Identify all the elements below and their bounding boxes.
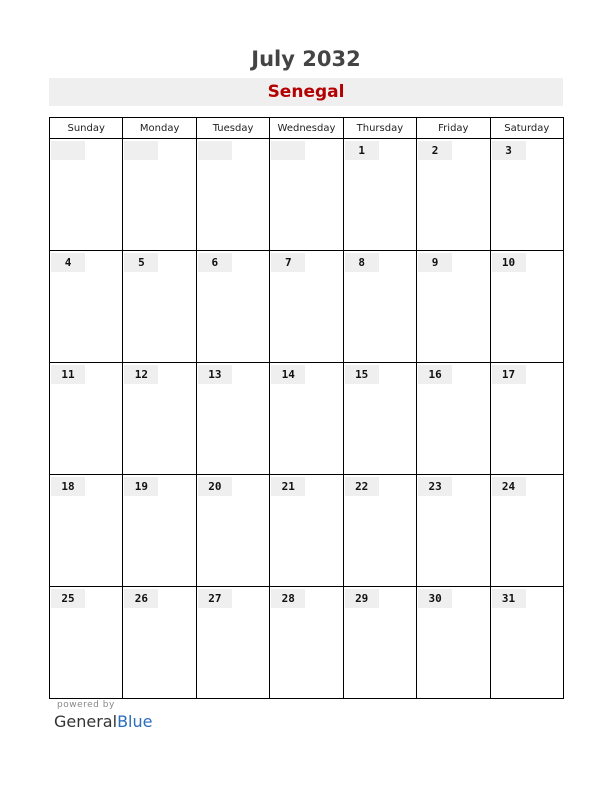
day-number: 16 bbox=[418, 365, 452, 384]
weekday-header: Saturday bbox=[490, 118, 563, 139]
day-number: 23 bbox=[418, 477, 452, 496]
day-number: 14 bbox=[271, 365, 305, 384]
country-name: Senegal bbox=[267, 82, 345, 102]
week-row bbox=[50, 251, 564, 363]
day-number bbox=[271, 141, 305, 160]
day-cell bbox=[417, 363, 490, 475]
day-cell bbox=[50, 587, 123, 699]
day-cell bbox=[417, 251, 490, 363]
day-cell bbox=[123, 139, 196, 251]
country-band bbox=[49, 78, 563, 106]
brand-blue: Blue bbox=[117, 712, 153, 731]
day-number bbox=[198, 141, 232, 160]
day-cell bbox=[343, 475, 416, 587]
day-cell bbox=[50, 139, 123, 251]
day-cell bbox=[196, 363, 269, 475]
day-cell bbox=[490, 587, 563, 699]
day-number: 15 bbox=[345, 365, 379, 384]
day-cell bbox=[196, 587, 269, 699]
day-cell bbox=[343, 139, 416, 251]
day-cell bbox=[270, 139, 343, 251]
day-number: 10 bbox=[492, 253, 526, 272]
week-row bbox=[50, 139, 564, 251]
day-cell bbox=[417, 587, 490, 699]
weekday-header: Friday bbox=[417, 118, 490, 139]
day-number: 8 bbox=[345, 253, 379, 272]
day-cell bbox=[123, 475, 196, 587]
day-number bbox=[124, 141, 158, 160]
weekday-header: Tuesday bbox=[196, 118, 269, 139]
day-number: 31 bbox=[492, 589, 526, 608]
day-number: 28 bbox=[271, 589, 305, 608]
day-cell bbox=[490, 363, 563, 475]
day-cell bbox=[50, 363, 123, 475]
day-number: 2 bbox=[418, 141, 452, 160]
day-number: 6 bbox=[198, 253, 232, 272]
weekday-header-row bbox=[50, 118, 564, 139]
day-cell bbox=[343, 251, 416, 363]
brand-general: General bbox=[54, 712, 118, 731]
day-number: 3 bbox=[492, 141, 526, 160]
day-number: 20 bbox=[198, 477, 232, 496]
day-number: 12 bbox=[124, 365, 158, 384]
day-cell bbox=[270, 475, 343, 587]
day-cell bbox=[270, 587, 343, 699]
day-number: 19 bbox=[124, 477, 158, 496]
day-cell bbox=[123, 363, 196, 475]
day-number: 22 bbox=[345, 477, 379, 496]
day-cell bbox=[50, 251, 123, 363]
day-number: 30 bbox=[418, 589, 452, 608]
day-cell bbox=[417, 139, 490, 251]
day-cell bbox=[270, 251, 343, 363]
day-number: 5 bbox=[124, 253, 158, 272]
day-number: 25 bbox=[51, 589, 85, 608]
day-number: 27 bbox=[198, 589, 232, 608]
day-cell bbox=[196, 475, 269, 587]
week-row bbox=[50, 475, 564, 587]
calendar-grid bbox=[49, 117, 564, 699]
weekday-header: Monday bbox=[123, 118, 196, 139]
day-cell bbox=[50, 475, 123, 587]
day-number bbox=[51, 141, 85, 160]
powered-by-text: powered by bbox=[57, 700, 115, 710]
day-number: 9 bbox=[418, 253, 452, 272]
day-number: 17 bbox=[492, 365, 526, 384]
day-cell bbox=[490, 139, 563, 251]
day-number: 13 bbox=[198, 365, 232, 384]
day-cell bbox=[196, 251, 269, 363]
day-number: 1 bbox=[345, 141, 379, 160]
week-row bbox=[50, 587, 564, 699]
weekday-header: Sunday bbox=[50, 118, 123, 139]
weekday-header: Thursday bbox=[343, 118, 416, 139]
day-number: 29 bbox=[345, 589, 379, 608]
day-number: 18 bbox=[51, 477, 85, 496]
day-cell bbox=[123, 251, 196, 363]
day-cell bbox=[490, 475, 563, 587]
day-cell bbox=[417, 475, 490, 587]
calendar-title: July 2032 bbox=[251, 47, 361, 71]
day-cell bbox=[490, 251, 563, 363]
weekday-header: Wednesday bbox=[270, 118, 343, 139]
day-cell bbox=[270, 363, 343, 475]
day-number: 21 bbox=[271, 477, 305, 496]
day-number: 11 bbox=[51, 365, 85, 384]
day-cell bbox=[343, 363, 416, 475]
generalblue-logo[interactable] bbox=[54, 712, 152, 731]
day-number: 4 bbox=[51, 253, 85, 272]
day-number: 26 bbox=[124, 589, 158, 608]
day-cell bbox=[196, 139, 269, 251]
day-number: 24 bbox=[492, 477, 526, 496]
week-row bbox=[50, 363, 564, 475]
day-cell bbox=[343, 587, 416, 699]
day-number: 7 bbox=[271, 253, 305, 272]
day-cell bbox=[123, 587, 196, 699]
